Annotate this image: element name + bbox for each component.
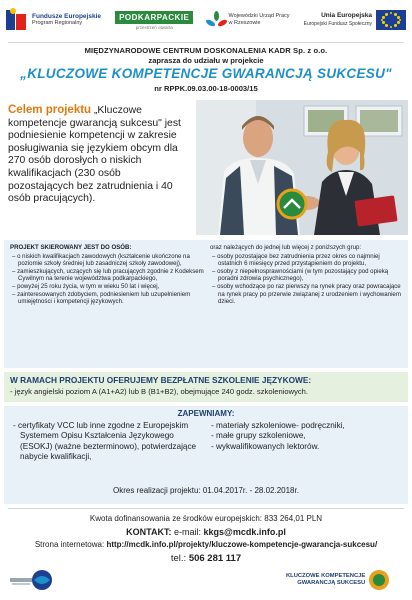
provision-item: - małe grupy szkoleniowe,	[211, 431, 306, 441]
kkgs-line2: GWARANCJĄ SUKCESU	[297, 580, 366, 586]
provisions-box	[4, 406, 408, 504]
website-line	[0, 540, 412, 549]
kkgs-project-logo	[286, 568, 406, 592]
goal-lead: Celem projektu	[8, 104, 92, 116]
target-group: – osoby z niepełnosprawnościami (w tym pozostający pod opieką poradni zdrowia psychicznego),	[212, 267, 389, 283]
fundusze-europejskie-icon	[6, 8, 28, 32]
target-criteria	[10, 244, 206, 306]
email-link[interactable]: kkgs@mcdk.info.pl	[203, 527, 286, 537]
project-period: Okres realizacji projektu: 01.04.2017r. - 28.02.2018r.	[113, 486, 299, 495]
project-title: „KLUCZOWE KOMPETENCJE GWARANCJĄ SUKCESU"	[20, 66, 392, 81]
contact-line	[0, 527, 412, 537]
target-group: – osoby wchodzące po raz pierwszy na rynek pracy oraz powracające na rynek pracy po przerwie związanej z urodzeniem i wychowaniem dzieci.	[212, 282, 401, 306]
provision-item: - materiały szkoleniowe- podręczniki,	[211, 421, 345, 430]
photo-illustration	[196, 100, 408, 235]
kkgs-circle-icon	[369, 570, 389, 590]
ue-title: Unia Europejska	[321, 12, 372, 19]
target-criterion: – powyżej 25 roku życia, w tym w wieku 50 lat i więcej,	[12, 282, 160, 290]
target-criterion: – o niskich kwalifikacjach zawodowych (kształcenie ukończone na poziomie szkoły średniej lub zasadniczej szkoły zawodowej),	[12, 252, 190, 268]
contact-label: KONTAKT:	[126, 527, 172, 537]
wup-logo	[208, 11, 290, 29]
fe-subtitle: Program Regionalny	[32, 20, 83, 26]
phone-line	[0, 553, 412, 564]
footer-divider	[8, 508, 404, 509]
phone-number[interactable]: 506 281 117	[188, 553, 242, 564]
kkgs-line1: KLUCZOWE KOMPETENCJE	[286, 573, 366, 579]
fe-title: Fundusze Europejskie	[32, 12, 101, 20]
provision-item: - certyfikaty VCC lub inne zgodne z Europejskim Systemem Opisu Kształcenia Językowego (ESOKJ) (ważne bezterminowo), potwierdzające nabycie kwalifikacji,	[13, 421, 197, 461]
target-heading: PROJEKT SKIEROWANY JEST DO OSÓB:	[10, 244, 132, 251]
ue-subtitle: Europejski Fundusz Społeczny	[303, 21, 372, 27]
wup-line1: Wojewódzki Urząd Pracy	[228, 13, 290, 19]
wup-flower-icon	[208, 11, 226, 29]
project-goal	[4, 100, 193, 235]
training-heading: W RAMACH PROJEKTU OFERUJEMY BEZPŁATNE SZKOLENIE JĘZYKOWE:	[10, 375, 312, 385]
email-label: e-mail:	[174, 527, 202, 537]
provisions-heading: ZAPEWNIAMY:	[177, 409, 235, 418]
podkarpackie-tagline: przestrzeń otwarta	[135, 24, 173, 30]
target-criterion: – zamieszkujących, uczących się lub pracujących zgodnie z Kodeksem Cywilnym na terenie województwa podkarpackiego,	[12, 267, 204, 283]
target-groups-box	[4, 240, 408, 368]
training-text: - język angielski poziom A (A1+A2) lub B (B1+B2), obejmujące 240 godz. szkoleniowych.	[10, 387, 308, 396]
provision-item: - wykwalifikowanych lektorów.	[211, 441, 320, 451]
training-offer	[4, 372, 408, 402]
logo-strip	[0, 0, 412, 40]
header-divider	[8, 42, 404, 43]
target-criterion: – zainteresowanych zdobyciem, podniesieniem lub uzupełnieniem umiejętności i kompetencji językowych.	[12, 290, 191, 306]
unia-europejska-logo	[304, 10, 406, 30]
target-group: – osoby pozostające bez zatrudnienia przez okres co najmniej ostatnich 6 miesięcy przed przystąpieniem do projektu,	[212, 252, 380, 268]
funding-amount: Kwota dofinansowania ze środków europejskich: 833 264,01 PLN	[89, 514, 323, 523]
website-label: Strona internetowa:	[34, 540, 105, 549]
project-number: nr RPPK.09.03.00-18-0003/15	[154, 84, 258, 93]
eu-flag-icon	[376, 10, 406, 30]
wup-line2: w Rzeszowie	[228, 20, 261, 26]
fundusze-europejskie-logo	[6, 8, 101, 32]
goal-text: „Kluczowe kompetencje gwarancją sukcesu" jest podniesienie kompetencji w zakresie posługiwania się językiem obcym dla 270 osób dorosłych o niskich kwalifikacjach (230 osób pozostających bez zatrudnienia i 40 osób pracujących).	[8, 105, 181, 205]
podkarpackie-wordmark: PODKARPACKIE	[115, 11, 193, 24]
mcdk-logo-icon	[8, 568, 52, 592]
provisions-right	[210, 421, 400, 452]
website-link[interactable]: http://mcdk.info.pl/projekty/kluczowe-kompetencje-gwarancja-sukcesu/	[106, 540, 378, 549]
business-people-photo	[196, 100, 408, 235]
phone-label: tel.:	[170, 553, 187, 564]
provisions-left	[12, 421, 202, 462]
groups-heading: oraz należących do jednej lub więcej z poniższych grup:	[210, 244, 362, 251]
mcdk-logo	[8, 568, 52, 592]
organizer-name: MIĘDZYNARODOWE CENTRUM DOSKONALENIA KADR Sp. z o.o.	[84, 46, 328, 55]
invitation-text: zaprasza do udziału w projekcie	[148, 56, 264, 65]
podkarpackie-logo	[115, 11, 193, 30]
target-groups	[210, 244, 404, 306]
